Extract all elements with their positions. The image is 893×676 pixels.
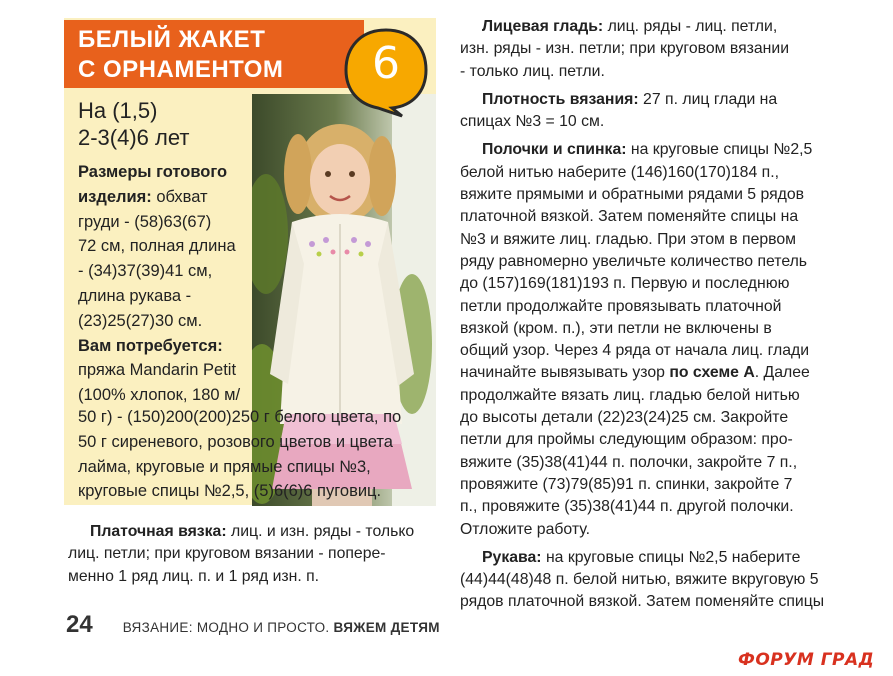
section-name: ВЯЖЕМ ДЕТЯМ xyxy=(333,620,440,635)
title-line-1: БЕЛЫЙ ЖАКЕТ xyxy=(78,26,266,53)
text-line: №3 и вяжите лиц. гладью. При этом в первом xyxy=(460,230,797,248)
age-range xyxy=(78,97,248,151)
info-line: (23)25(27)30 см. xyxy=(78,311,203,330)
text-line: общий узор. Через 4 ряда от начала лиц. глади xyxy=(460,342,810,360)
text-line: платочной вязкой. Затем поменяйте спицы на xyxy=(460,208,799,226)
page-footer xyxy=(66,611,440,639)
text-line: петли продолжайте провязывать платочной xyxy=(460,297,782,315)
text-line: лиц. петли; при круговом вязании - попере- xyxy=(68,545,386,563)
info-line: пряжа Mandarin Petit xyxy=(78,361,237,380)
text-line: Отложите работу. xyxy=(460,520,590,538)
info-line: лайма, круговые и прямые спицы №3, xyxy=(78,457,371,476)
text-line: вяжите прямыми и обратными рядами 5 рядов xyxy=(460,186,805,204)
text-line: (44)44(48)48 п. белой нитью, вяжите вкруговую 5 xyxy=(460,571,819,589)
info-line: 50 г) - (150)200(200)250 г белого цвета, по xyxy=(78,408,402,426)
info-line: груди - (58)63(67) xyxy=(78,212,212,231)
info-line: Размеры готового xyxy=(78,163,228,181)
text-line: рядов платочной вязкой. Затем поменяйте спицы xyxy=(460,593,825,611)
info-line: длина рукава - xyxy=(78,286,192,305)
text-line: Лицевая гладь: лиц. ряды - лиц. петли, xyxy=(482,18,778,35)
sizes-and-materials xyxy=(78,160,253,408)
info-line: 72 см, полная длина xyxy=(78,237,236,256)
age-line-1: На (1,5) xyxy=(78,98,158,123)
pattern-number: 6 xyxy=(372,38,400,89)
forum-watermark: ФОРУМ ГРАД xyxy=(738,650,875,670)
pattern-number-badge xyxy=(342,26,430,118)
info-line: - (34)37(39)41 см, xyxy=(78,262,213,281)
right-column-text xyxy=(460,16,853,614)
magazine-name: ВЯЗАНИЕ: МОДНО И ПРОСТО. xyxy=(122,620,330,635)
text-line: вязкой (кром. п.), эти петли не включены в xyxy=(460,319,772,337)
text-line: петли для проймы следующим образом: про- xyxy=(460,431,793,449)
text-line: начинайте вывязывать узор по схеме А. Далее xyxy=(460,364,810,382)
text-line: изн. ряды - изн. петли; при круговом вязании xyxy=(460,40,790,58)
text-line: до (157)169(181)193 п. Первую и последнюю xyxy=(460,275,790,293)
text-line: менно 1 ряд лиц. п. и 1 ряд изн. п. xyxy=(68,567,320,585)
text-line: п., провяжите (35)38(41)44 п. другой полочки. xyxy=(460,498,794,516)
info-line: изделия: обхват xyxy=(78,187,208,206)
text-line: Рукава: на круговые спицы №2,5 наберите xyxy=(482,548,801,566)
info-line: 50 г сиреневого, розового цветов и цвета xyxy=(78,432,393,451)
text-line: до высоты детали (22)23(24)25 см. Закройте xyxy=(460,409,789,427)
text-line: Платочная вязка: лиц. и изн. ряды - только xyxy=(90,523,415,540)
text-line: белой нитью наберите (146)160(170)184 п., xyxy=(460,163,779,181)
age-line-2: 2-3(4)6 лет xyxy=(78,125,190,150)
title-line-2: С ОРНАМЕНТОМ xyxy=(78,56,284,83)
text-line: Плотность вязания: 27 п. лиц глади на xyxy=(482,90,778,108)
text-line: продолжайте вязать лиц. гладью белой нитью xyxy=(460,386,800,404)
text-line: Полочки и спинка: на круговые спицы №2,5 xyxy=(482,141,813,159)
text-line: - только лиц. петли. xyxy=(460,62,605,80)
info-line: Вам потребуется: xyxy=(78,336,223,355)
text-line: ряду равномерно увеличьте количество петель xyxy=(460,252,808,270)
text-line: спицах №3 = 10 см. xyxy=(460,113,605,131)
info-line: круговые спицы №2,5, (5)6(6)6 пуговиц. xyxy=(78,482,382,501)
text-line: провяжите (73)79(85)91 п. спинки, закройте 7 xyxy=(460,475,793,493)
article-title xyxy=(64,20,364,88)
info-line: (100% хлопок, 180 м/ xyxy=(78,386,241,405)
text-line: вяжите (35)38(41)44 п. полочки, закройте 7 п., xyxy=(460,453,798,471)
page-number: 24 xyxy=(66,611,93,638)
materials-continued xyxy=(78,405,418,504)
left-column-text xyxy=(68,521,438,588)
